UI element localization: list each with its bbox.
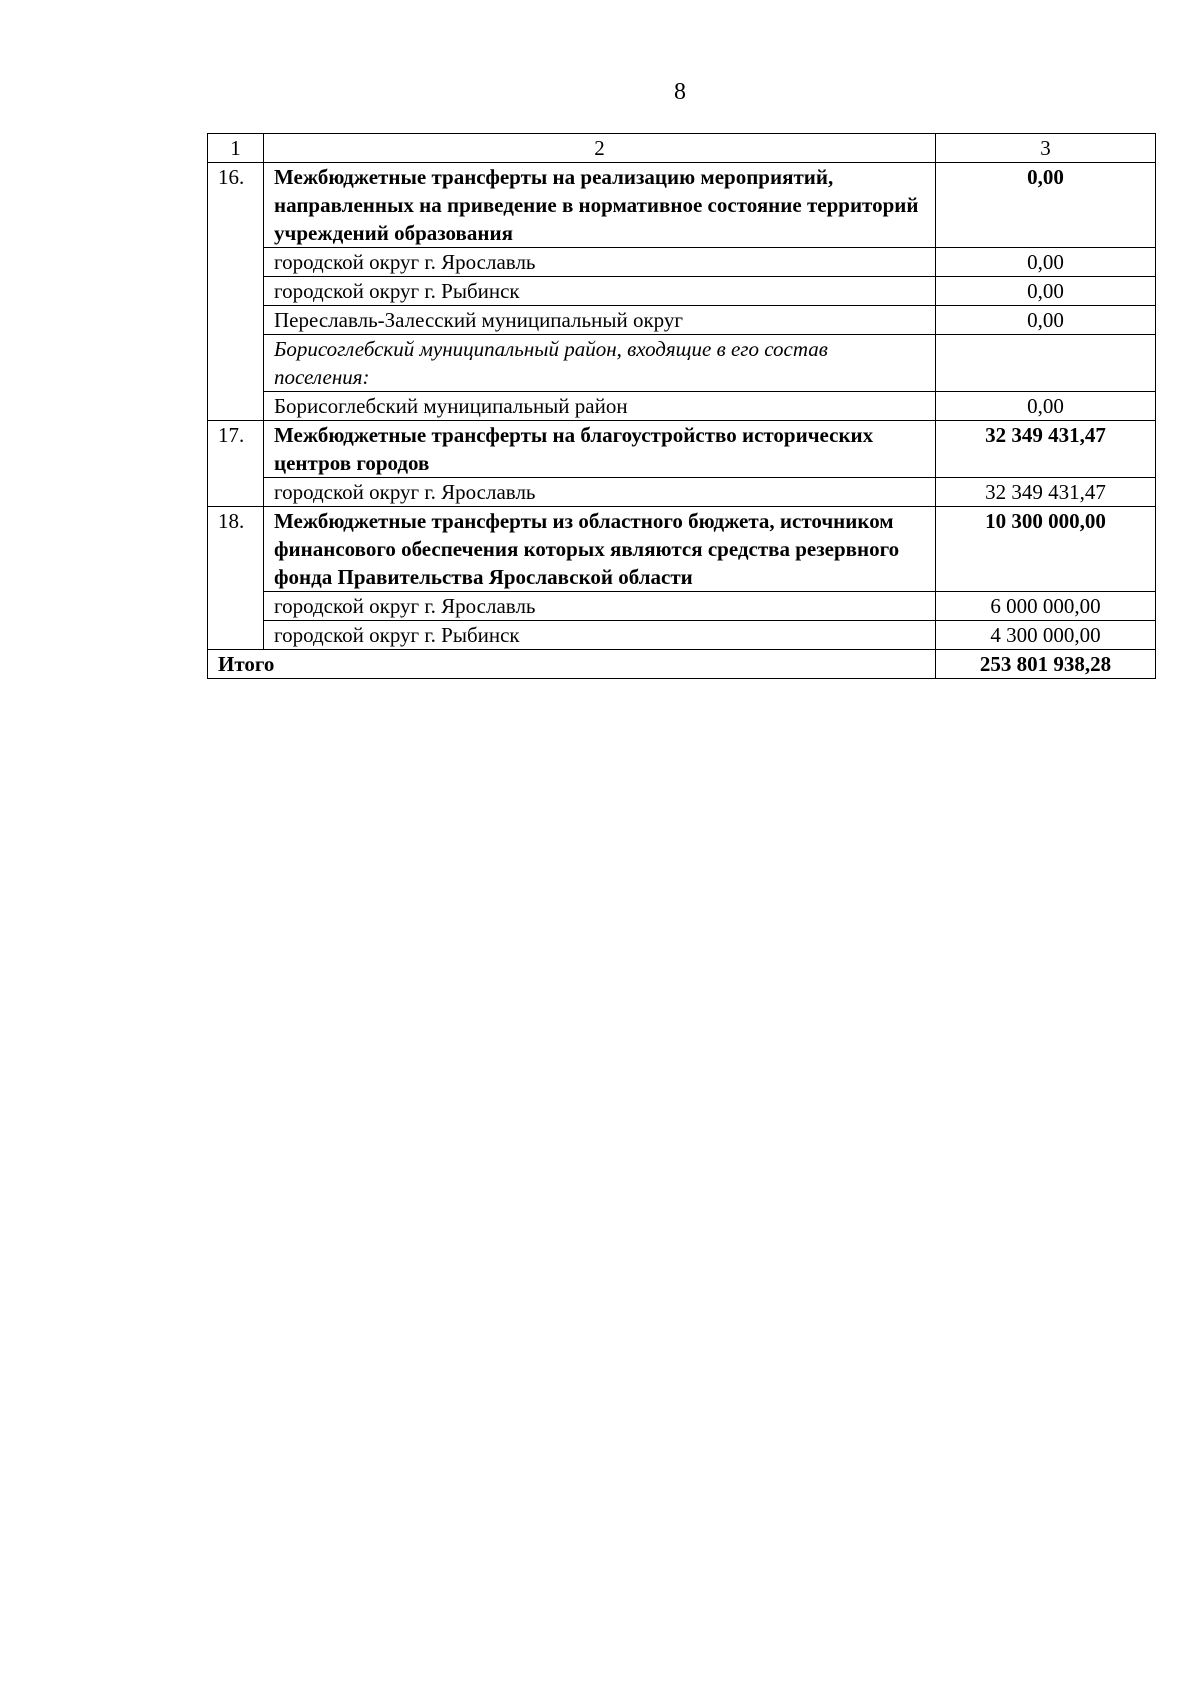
recipient-amount: 0,00 — [936, 248, 1156, 277]
recipient-name: городской округ г. Ярославль — [264, 248, 936, 277]
recipient-amount: 32 349 431,47 — [936, 478, 1156, 507]
recipient-name: городской округ г. Рыбинск — [264, 277, 936, 306]
section-amount: 10 300 000,00 — [936, 507, 1156, 592]
total-row — [208, 650, 1156, 679]
recipient-name: городской округ г. Ярославль — [264, 478, 936, 507]
recipient-name: Переславль-Залесский муниципальный округ — [264, 306, 936, 335]
section-number: 16. — [208, 163, 264, 421]
recipient-amount: 0,00 — [936, 306, 1156, 335]
total-label: Итого — [208, 650, 936, 679]
page-number: 8 — [674, 79, 686, 105]
recipient-amount — [936, 335, 1156, 392]
recipient-amount: 4 300 000,00 — [936, 621, 1156, 650]
section-16-title-row — [208, 163, 1156, 248]
recipient-name: городской округ г. Рыбинск — [264, 621, 936, 650]
column-header-2: 2 — [264, 134, 936, 163]
section-title: Межбюджетные трансферты из областного бюджета, источником финансового обеспечения которых являются средства резервного фонда Правительства Ярославской области — [264, 507, 936, 592]
section-number: 18. — [208, 507, 264, 650]
section-title: Межбюджетные трансферты на реализацию мероприятий, направленных на приведение в нормативное состояние территорий учреждений образования — [264, 163, 936, 248]
table-row — [208, 592, 1156, 621]
section-17-title-row — [208, 421, 1156, 478]
section-amount: 32 349 431,47 — [936, 421, 1156, 478]
column-header-3: 3 — [936, 134, 1156, 163]
section-number: 17. — [208, 421, 264, 507]
recipient-name: Борисоглебский муниципальный район — [264, 392, 936, 421]
table-row — [208, 306, 1156, 335]
column-header-1: 1 — [208, 134, 264, 163]
table-header-row — [208, 134, 1156, 163]
table-row — [208, 248, 1156, 277]
section-title: Межбюджетные трансферты на благоустройство исторических центров городов — [264, 421, 936, 478]
table-row — [208, 277, 1156, 306]
table-row — [208, 621, 1156, 650]
table-row — [208, 392, 1156, 421]
section-18-title-row — [208, 507, 1156, 592]
recipient-amount: 0,00 — [936, 392, 1156, 421]
table-row — [208, 335, 1156, 392]
transfers-table — [207, 133, 1156, 679]
section-amount: 0,00 — [936, 163, 1156, 248]
recipient-amount: 0,00 — [936, 277, 1156, 306]
total-amount: 253 801 938,28 — [936, 650, 1156, 679]
recipient-group-name: Борисоглебский муниципальный район, входящие в его состав поселения: — [264, 335, 936, 392]
recipient-name: городской округ г. Ярославль — [264, 592, 936, 621]
recipient-amount: 6 000 000,00 — [936, 592, 1156, 621]
table-row — [208, 478, 1156, 507]
